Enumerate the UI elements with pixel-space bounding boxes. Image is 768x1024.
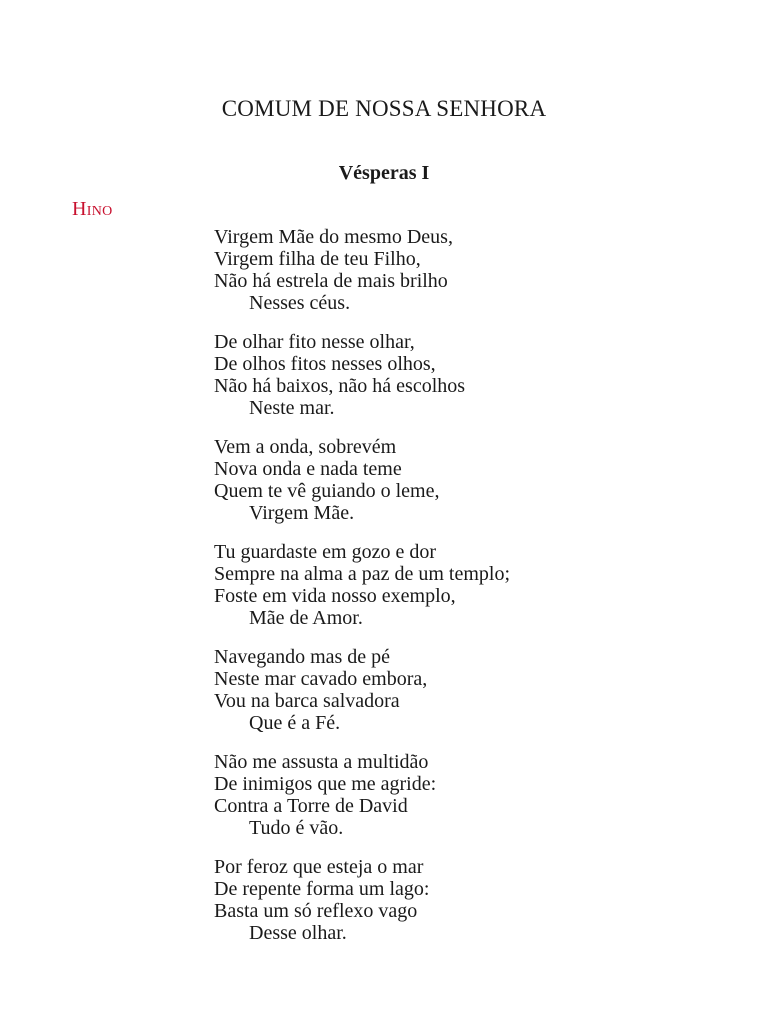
poem-line: Tu guardaste em gozo e dor: [214, 541, 436, 563]
poem-line: Não há baixos, não há escolhos: [214, 375, 466, 397]
poem-line: Quem te vê guiando o leme,: [214, 480, 440, 502]
poem-line: De olhar fito nesse olhar,: [214, 331, 415, 353]
stanza-3: [214, 436, 714, 524]
poem-line: Virgem Mãe do mesmo Deus,: [214, 226, 453, 248]
poem: [214, 226, 714, 961]
stanza-6: [214, 751, 714, 839]
page-title: COMUM DE NOSSA SENHORA: [221, 96, 547, 121]
poem-line: Contra a Torre de David: [214, 795, 408, 817]
poem-line-refrain: Desse olhar.: [249, 922, 347, 944]
poem-line-refrain: Que é a Fé.: [249, 712, 341, 734]
stanza-2: [214, 331, 714, 419]
stanza-5: [214, 646, 714, 734]
stanza-7: [214, 856, 714, 944]
poem-line: Navegando mas de pé: [214, 646, 391, 668]
stanza-4: [214, 541, 714, 629]
poem-line-refrain: Neste mar.: [249, 397, 335, 419]
poem-line: Foste em vida nosso exemplo,: [214, 585, 456, 607]
poem-line: Sempre na alma a paz de um templo;: [214, 563, 511, 585]
poem-line: Nova onda e nada teme: [214, 458, 402, 480]
poem-line: Virgem filha de teu Filho,: [214, 248, 421, 270]
poem-line: Por feroz que esteja o mar: [214, 856, 424, 878]
poem-line: De repente forma um lago:: [214, 878, 430, 900]
poem-line-refrain: Nesses céus.: [249, 292, 351, 314]
section-title: Vésperas I: [338, 162, 430, 184]
poem-line-refrain: Mãe de Amor.: [249, 607, 363, 629]
poem-line: Neste mar cavado embora,: [214, 668, 428, 690]
stanza-1: [214, 226, 714, 314]
poem-line: Vem a onda, sobrevém: [214, 436, 397, 458]
poem-line: De inimigos que me agride:: [214, 773, 437, 795]
poem-line: Não há estrela de mais brilho: [214, 270, 448, 292]
hymn-label: Hino: [72, 198, 113, 220]
poem-line: Vou na barca salvadora: [214, 690, 400, 712]
poem-line: De olhos fitos nesses olhos,: [214, 353, 436, 375]
poem-line-refrain: Tudo é vão.: [249, 817, 344, 839]
poem-line-refrain: Virgem Mãe.: [249, 502, 355, 524]
poem-line: Não me assusta a multidão: [214, 751, 429, 773]
poem-line: Basta um só reflexo vago: [214, 900, 418, 922]
